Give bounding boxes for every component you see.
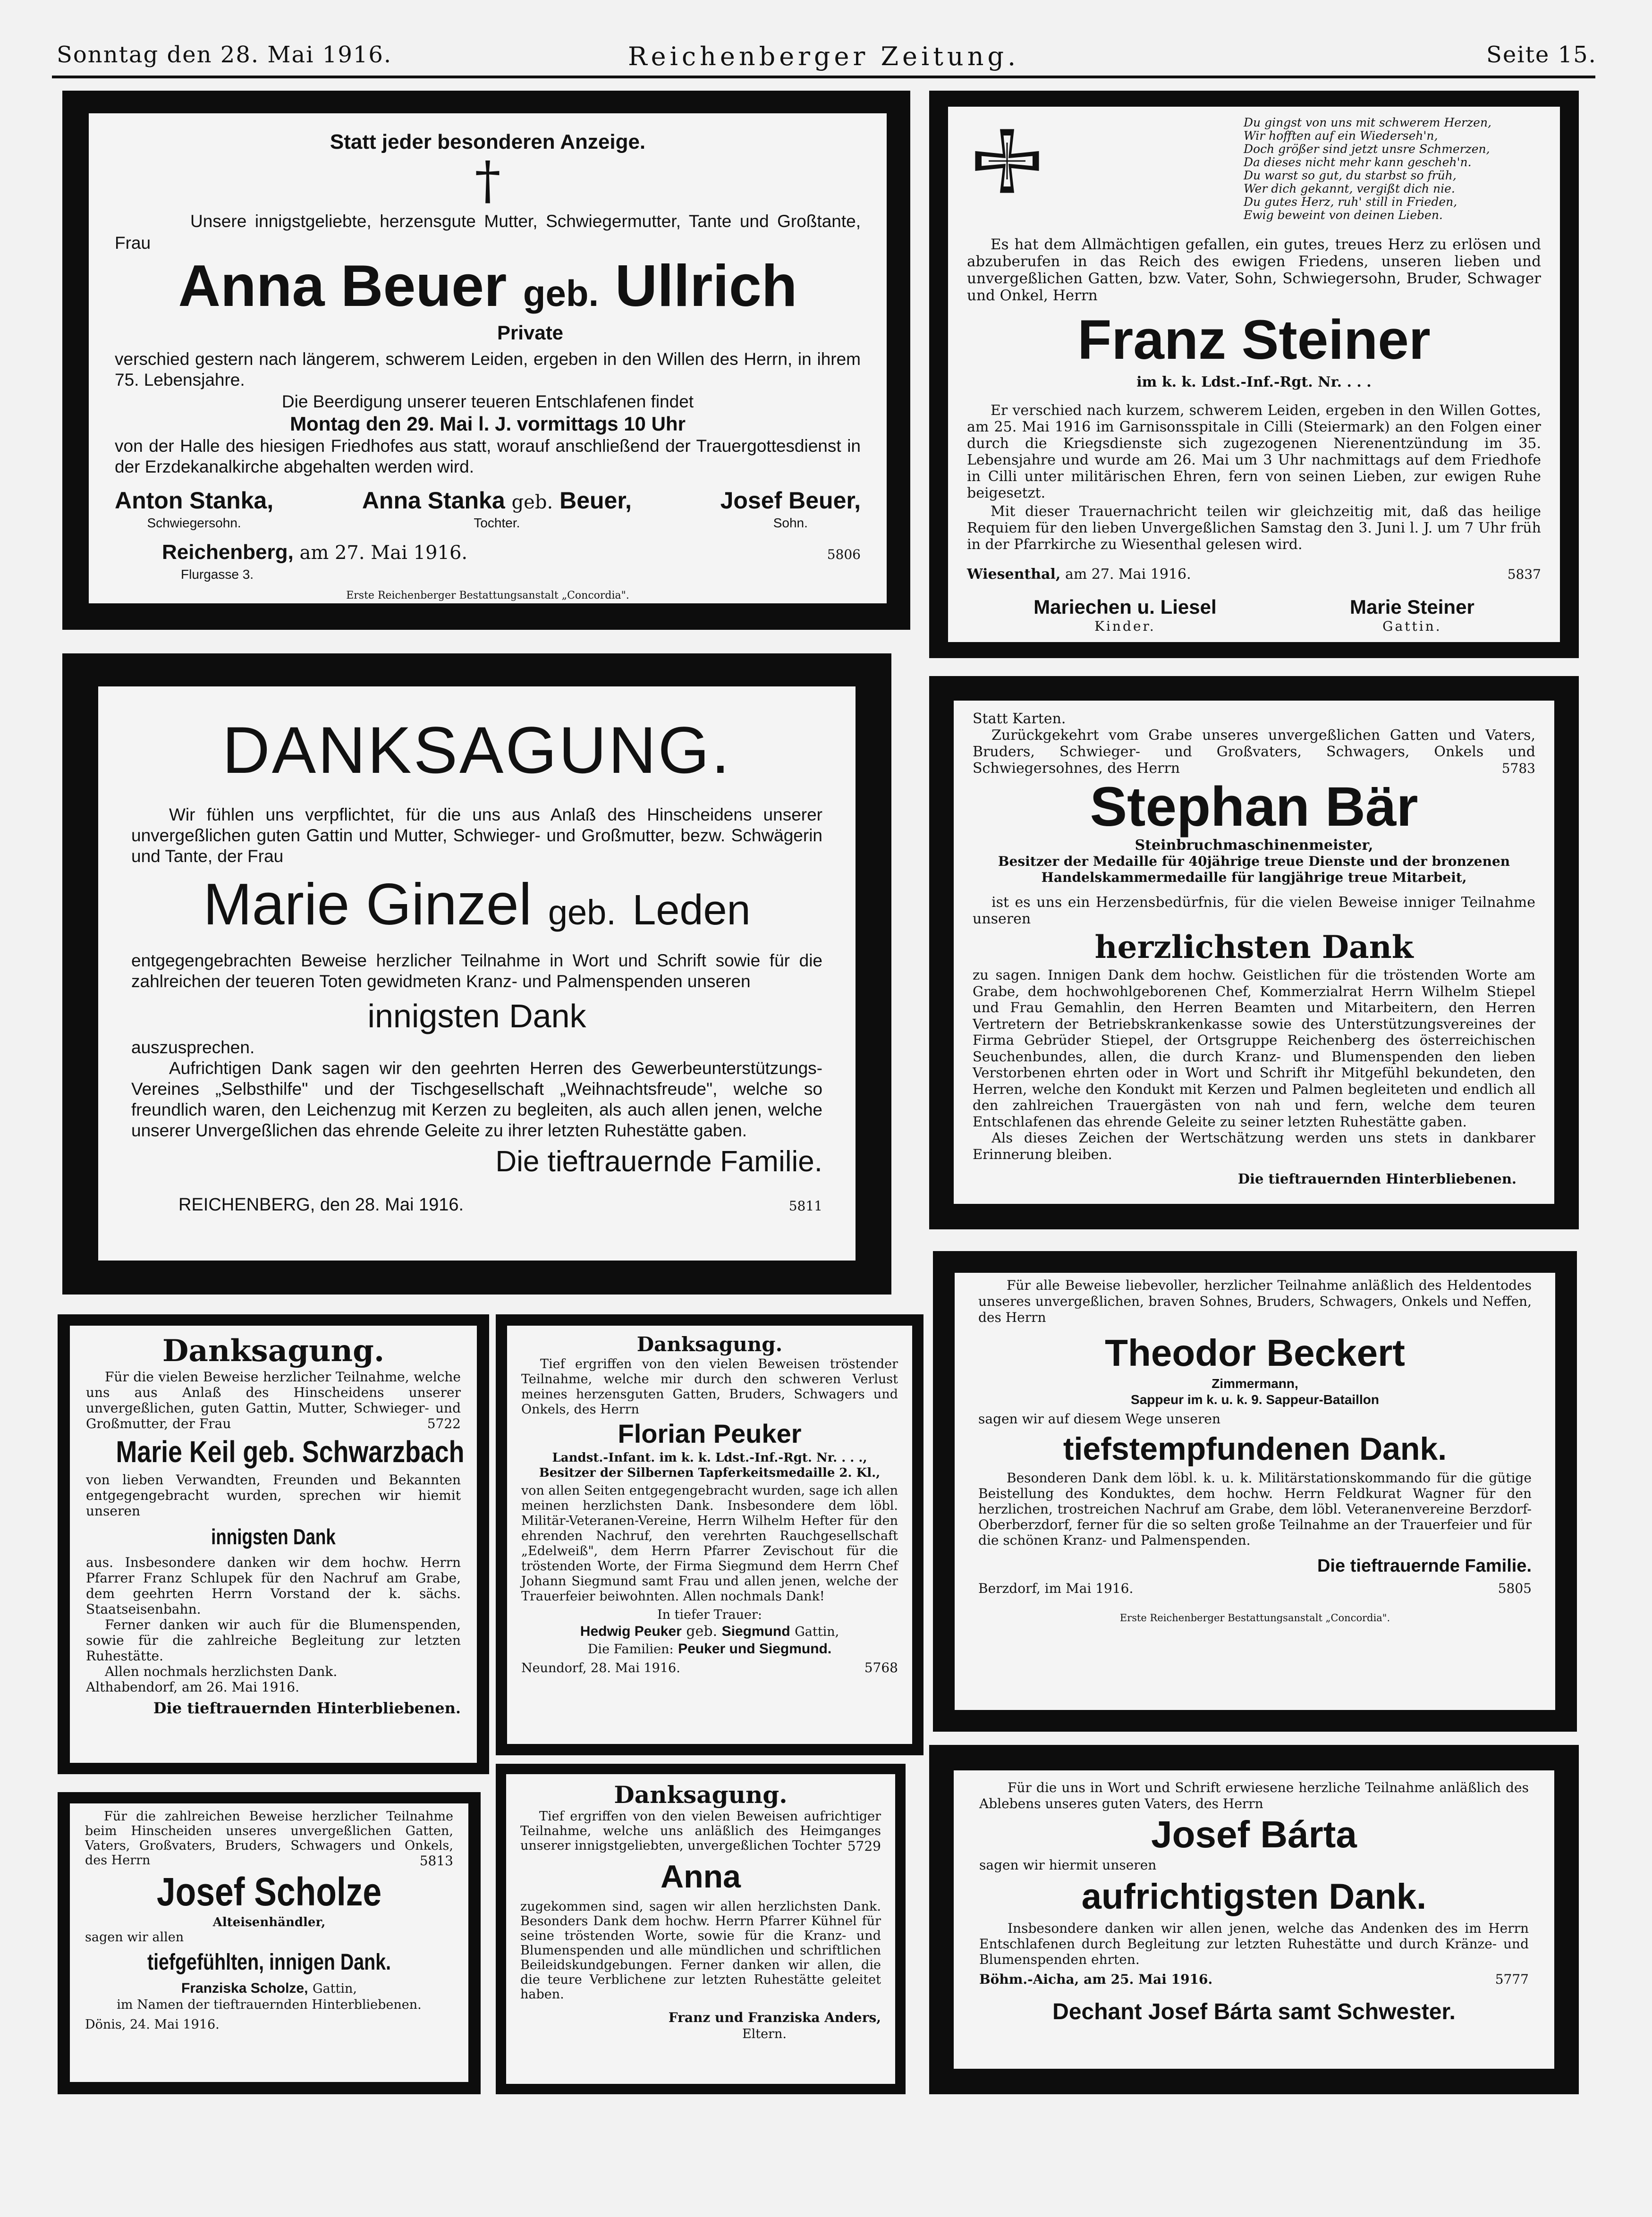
beuer-paragraph-2: verschied gestern nach längerem, schwerem Leiden, ergeben in den Willen des Herrn, in ihrem 75. Lebensjahre.	[115, 349, 861, 389]
steiner-poem: Du gingst von uns mit schwerem Herzen, Wir hofften auf ein Wiederseh'n, Doch größer sind jetzt unsre Schmerzen, Da dieses nicht mehr kann gescheh'n. Du warst so gut, du starbst so früh, Wer dich gekannt, vergißt dich nie. Du gutes Herz, ruh' still in Frieden, Ewig beweint von deinen Lieben.	[1244, 116, 1491, 222]
scholze-role: Gattin,	[313, 1981, 357, 1996]
steiner-name: Franz Steiner	[1077, 309, 1431, 371]
baer-intro: Statt Karten.	[973, 711, 1066, 727]
barta-paragraph-2: sagen wir hiermit unseren	[979, 1857, 1157, 1873]
peuker-title: Danksagung.	[636, 1333, 783, 1356]
steiner-ad-number: 5837	[1507, 567, 1541, 582]
beuer-undertaker: Erste Reichenberger Bestattungsanstalt „Concordia".	[346, 590, 629, 601]
keil-name: Marie Keil geb. Schwarzbach	[116, 1435, 465, 1469]
thanks-baer	[929, 676, 1579, 1229]
scholze-paragraph-2: sagen wir allen	[85, 1930, 184, 1945]
thanks-anders	[496, 1764, 906, 2094]
header-page-number: Seite 15.	[1486, 42, 1597, 68]
steiner-rank: im k. k. Ldst.-Inf.-Rgt. Nr. . . .	[1136, 374, 1372, 390]
beuer-paragraph-3: Die Beerdigung unserer teueren Entschlafenen findet	[281, 392, 694, 411]
ginzel-paragraph-3: auszusprechen.	[131, 1038, 255, 1057]
ginzel-title: DANKSAGUNG.	[222, 713, 732, 787]
steiner-paragraph-1: Es hat dem Allmächtigen gefallen, ein gutes, treues Herz zu erlösen und abzuberufen in das Reich des ewigen Friedens, unseren lieben und unvergeßlichen Gatten, bzw. Vater, Sohn, Schwiegersohn, Bruder, Schwager und Onkel, Herrn	[967, 236, 1541, 304]
peuker-mourner-line: Hedwig Peuker geb. Siegmund Gattin,	[580, 1623, 839, 1640]
steiner-role-1: Kinder.	[1094, 618, 1156, 634]
cross-icon: †	[474, 150, 501, 211]
peuker-medal: Besitzer der Silbernen Tapferkeitsmedaille 2. Kl.,	[539, 1466, 881, 1480]
peuker-rank: Landst.-Infant. im k. k. Ldst.-Inf.-Rgt. Nr. . . .,	[552, 1451, 867, 1465]
peuker-footer	[521, 1660, 898, 1675]
obituary-beuer	[62, 91, 910, 630]
peuker-place-date: Neundorf, 28. Mai 1916.	[521, 1661, 680, 1675]
anders-title: Danksagung.	[614, 1781, 788, 1809]
beckert-undertaker: Erste Reichenberger Bestattungsanstalt „Concordia".	[1119, 1612, 1390, 1624]
keil-thanks: innigsten Dank	[211, 1524, 336, 1549]
beuer-name-line	[115, 256, 861, 323]
thanks-barta	[929, 1745, 1579, 2094]
steiner-date: am 27. Mai 1916.	[1065, 566, 1191, 583]
beuer-mourner-3: Josef Beuer,	[720, 487, 861, 514]
barta-place-date: Böhm.-Aicha, am 25. Mai 1916.	[979, 1972, 1213, 1987]
baer-paragraph-2: ist es uns ein Herzensbedürfnis, für die vielen Beweise inniger Teilnahme unseren	[973, 894, 1535, 927]
ginzel-name: Marie Ginzel	[203, 872, 532, 937]
beuer-name: Anna Beuer	[178, 254, 507, 319]
anders-mourner: Franz und Franziska Anders,	[668, 2010, 881, 2025]
thanks-peuker	[496, 1314, 923, 1755]
keil-paragraph-3: aus. Insbesondere danken wir dem hochw. Herrn Pfarrer Franz Schlupek für den Nachruf am Grabe, dem geehrten Herrn Vorstand der k. sächs. Staatseisenbahn.	[86, 1555, 461, 1617]
barta-paragraph-1: Für die uns in Wort und Schrift erwiesene herzliche Teilnahme anläßlich des Ablebens unseres guten Vaters, des Herrn	[979, 1780, 1529, 1811]
baer-paragraph-4: Als dieses Zeichen der Wertschätzung werden uns stets in dankbarer Erinnerung bleiben.	[973, 1130, 1535, 1162]
anders-paragraph-2: zugekommen sind, sagen wir allen herzlichsten Dank. Besonders Dank dem hochw. Herrn Pfarrer Kühnel für seine tröstenden Worte, sowie für die Kranz- und Blumenspenden und alle mündlichen und schriftlichen Beileidskundgebungen. Ferner danken wir allen, die die teure Verblichene zur letzten Ruhestätte geleitet haben.	[520, 1899, 881, 2002]
keil-family: Die tieftrauernden Hinterbliebenen.	[153, 1699, 461, 1717]
scholze-place-date: Dönis, 24. Mai 1916.	[85, 2017, 220, 2032]
steiner-mourners	[967, 596, 1541, 634]
peuker-paragraph-1: Tief ergriffen von den vielen Beweisen tröstender Teilnahme, welche mir durch den schweren Verlust meines herzensguten Gatten, Bruders, Schwagers und Onkels, des Herrn	[521, 1357, 898, 1417]
barta-thanks: aufrichtigsten Dank.	[1081, 1877, 1427, 1917]
header-rule	[52, 76, 1595, 78]
beckert-rank: Sappeur im k. u. k. 9. Sappeur-Bataillon	[1131, 1392, 1379, 1407]
beuer-mourners	[115, 487, 861, 532]
beuer-role-2: Tochter.	[474, 516, 520, 530]
beuer-mourner-2: Anna Stanka geb. Beuer,	[362, 487, 632, 514]
scholze-ad-number: 5813	[419, 1853, 453, 1869]
beckert-family: Die tieftrauernde Familie.	[1317, 1556, 1532, 1576]
beuer-place: Reichenberg,	[162, 541, 294, 564]
ginzel-footer	[131, 1195, 822, 1215]
thanks-beckert	[933, 1251, 1577, 1732]
scholze-mourner-line	[85, 1980, 453, 1997]
ginzel-name-line	[131, 867, 822, 950]
obituary-steiner	[929, 91, 1579, 658]
beckert-paragraph-3: Besonderen Dank dem löbl. k. u. k. Militärstationskommando für die gütige Beistellung des Konduktes, dem hochw. Herrn Feldkurat Wagner für den herzlichen, trostreichen Nachruf am Grabe, dem löbl. Veteranenvereine Berzdorf-Oberberzdorf, ferner für die so selten große Teilnahme an der Trauerfeier und für die schönen Kranz- und Palmenspenden.	[978, 1470, 1532, 1548]
beuer-intro: Statt jeder besonderen Anzeige.	[330, 130, 646, 153]
thanks-ginzel	[62, 653, 891, 1295]
barta-name: Josef Bárta	[1151, 1813, 1357, 1855]
keil-paragraph-1: Für die vielen Beweise herzlicher Teilnahme, welche uns aus Anlaß des Hinscheidens unserer unvergeßlichen, guten Gattin, Mutter, Schwieger- und Großmutter, der Frau	[86, 1369, 461, 1431]
steiner-paragraph-3: Mit dieser Trauernachricht teilen wir gleichzeitig mit, daß das heilige Requiem für den lieben Unvergeßlichen Samstag den 3. Juni l. J. um 7 Uhr früh in der Pfarrkirche zu Wiesenthal gelesen wird.	[967, 503, 1541, 553]
baer-name: Stephan Bär	[1090, 776, 1418, 838]
thanks-scholze	[58, 1792, 481, 2094]
ginzel-paragraph-1: Wir fühlen uns verpflichtet, für die uns aus Anlaß des Hinscheidens unserer unvergeßlichen guten Gattin und Mutter, Schwieger- und Großmutter, bezw. Schwägerin und Tante, der Frau	[131, 805, 822, 866]
scholze-occupation: Alteisenhändler,	[212, 1915, 326, 1929]
peuker-mourner-label: In tiefer Trauer:	[657, 1608, 762, 1622]
baer-paragraph-1: Zurückgekehrt vom Grabe unseres unvergeßlichen Gatten und Vaters, Bruders, Schwieger- und Großvaters, Schwagers, Onkels und Schwiegersohnes, des Herrn	[973, 727, 1535, 777]
ginzel-paragraph-2: entgegengebrachten Beweise herzlicher Teilnahme in Wort und Schrift sowie für die zahlreichen der teueren Toten gewidmeten Kranz- und Palmenspenden unseren	[131, 951, 822, 991]
beckert-place-date: Berzdorf, im Mai 1916.	[978, 1581, 1134, 1596]
baer-medal: Besitzer der Medaille für 40jährige treue Dienste und der bronzenen Handelskammermedaille für langjährige treue Mitarbeit,	[998, 854, 1510, 885]
beuer-burial-time: Montag den 29. Mai l. J. vormittags 10 Uhr	[290, 413, 686, 435]
steiner-mourner-1: Mariechen u. Liesel	[1034, 596, 1217, 618]
steiner-top	[967, 116, 1541, 222]
beckert-name: Theodor Beckert	[1105, 1332, 1405, 1374]
anders-paragraph-1: Tief ergriffen von den vielen Beweisen aufrichtiger Teilnahme, welche uns anläßlich des Heimganges unserer innigstgeliebten, unvergeßlichen Tochter	[520, 1809, 881, 1853]
beckert-ad-number: 5805	[1498, 1581, 1532, 1596]
scholze-paragraph-1: Für die zahlreichen Beweise herzlicher Teilnahme beim Hinscheiden unseres unvergeßlichen Gatten, Vaters, Großvaters, Bruders, Schwagers und Onkels, des Herrn	[85, 1809, 453, 1868]
ginzel-geb: geb.	[548, 893, 616, 932]
baer-ad-number: 5783	[1501, 761, 1535, 776]
anders-name: Anna	[661, 1859, 741, 1895]
beuer-occupation: Private	[497, 322, 564, 344]
baer-thanks: herzlichsten Dank	[1094, 929, 1414, 965]
beuer-paragraph-1: Unsere innigstgeliebte, herzensgute Mutter, Schwiegermutter, Tante und Großtante, Frau	[115, 212, 861, 253]
ginzel-place-date: REICHENBERG, den 28. Mai 1916.	[178, 1195, 464, 1215]
beuer-street: Flurgasse 3.	[181, 567, 254, 582]
anders-ad-number: 5729	[847, 1838, 881, 1854]
barta-footer	[979, 1970, 1529, 1989]
peuker-families-line: Die Familien: Peuker und Siegmund.	[587, 1641, 832, 1657]
baer-family: Die tieftrauernden Hinterbliebenen.	[1237, 1171, 1516, 1187]
beckert-thanks: tiefstempfundenen Dank.	[1063, 1431, 1447, 1467]
beckert-occupation: Zimmermann,	[1211, 1376, 1298, 1391]
steiner-role-2: Gattin.	[1382, 618, 1442, 634]
scholze-mourner: Franziska Scholze,	[181, 1980, 308, 1996]
beuer-mourner-1: Anton Stanka,	[115, 487, 274, 514]
ginzel-maiden-name: Leden	[632, 887, 751, 934]
iron-cross-icon	[972, 126, 1042, 196]
baer-paragraph-3: zu sagen. Innigen Dank dem hochw. Geistlichen für die tröstenden Worte am Grabe, dem hochwohlgeborenen Chef, Kommerzialrat Herrn Wilhelm Stiepel und Frau Gemahlin, den Herren Beamten und Mitarbeitern, den Herren Vertretern der Betriebskrankenkasse sowie des Unterstützungsvereines der Firma Gebrüder Stiepel, der Ortsgruppe Reichenberg des österreichischen Seuchenbundes, allen, die durch Kranz- und Blumenspenden den lieben Verstorbenen ehrten oder in Wort und Schrift ihr Mitgefühl bekundeten, den Herren, welche den Kondukt mit Kerzen und Palmen begleiteten und endlich all den zahlreichen Trauergästen von nah und fern, welche dem teuren Entschlafenen das ehrende Geleite zu seiner letzten Ruhestätte gaben.	[973, 967, 1535, 1130]
newspaper-title: Reichenberger Zeitung.	[628, 42, 1020, 71]
keil-paragraph-2: von lieben Verwandten, Freunden und Bekannten entgegengebracht wurden, sprechen wir hiemit unseren	[86, 1472, 461, 1519]
beuer-maiden-name: Ullrich	[615, 254, 797, 319]
steiner-paragraph-2: Er verschied nach kurzem, schwerem Leiden, ergeben in den Willen Gottes, am 25. Mai 1916 im Garnisonsspitale in Cilli (Steiermark) an den Folgen einer durch die Kriegsdienste sich zugezogenen Nierenentzündung im 35. Lebensjahre und wurde am 26. Mai um 3 Uhr nachmittags auf dem Friedhofe in Cilli unter militärischen Ehren, fern von seinen Lieben, zur ewigen Ruhe beigesetzt.	[967, 402, 1541, 501]
scholze-thanks: tiefgefühlten, innigen Dank.	[147, 1950, 391, 1975]
ginzel-thanks: innigsten Dank	[367, 998, 586, 1034]
steiner-place: Wiesenthal,	[967, 566, 1061, 583]
peuker-role-1: Gattin,	[795, 1625, 839, 1639]
keil-ad-number: 5722	[427, 1416, 461, 1431]
keil-place-date: Althabendorf, am 26. Mai 1916.	[86, 1679, 299, 1695]
peuker-ad-number: 5768	[864, 1660, 898, 1675]
beuer-footer	[115, 541, 861, 564]
ginzel-family: Die tieftrauernde Familie.	[495, 1145, 822, 1178]
beuer-date: am 27. Mai 1916.	[299, 542, 468, 564]
steiner-mourner-2: Marie Steiner	[1350, 596, 1474, 618]
beuer-geb: geb.	[523, 272, 599, 314]
peuker-mourner-1: Hedwig Peuker	[580, 1624, 682, 1639]
beckert-paragraph-2: sagen wir auf diesem Wege unseren	[978, 1411, 1220, 1427]
peuker-families: Peuker und Siegmund.	[678, 1641, 832, 1657]
header-date: Sonntag den 28. Mai 1916.	[57, 42, 392, 68]
steiner-footer	[967, 566, 1541, 583]
beuer-role-1: Schwiegersohn.	[147, 516, 241, 530]
beuer-paragraph-4: von der Halle des hiesigen Friedhofes aus statt, worauf anschließend der Trauergottesdienst in der Erzdekanalkirche abgehalten werden wird.	[115, 436, 861, 476]
keil-title: Danksagung.	[162, 1333, 385, 1369]
beckert-footer	[978, 1579, 1532, 1598]
baer-occupation: Steinbruchmaschinenmeister,	[1135, 837, 1373, 854]
beuer-role-3: Sohn.	[773, 516, 808, 530]
barta-mourner: Dechant Josef Bárta samt Schwester.	[1052, 1999, 1456, 2024]
peuker-name: Florian Peuker	[618, 1419, 802, 1448]
peuker-paragraph-2: von allen Seiten entgegengebracht wurden, sage ich allen meinen herzlichsten Dank. Insbesondere dem löbl. Militär-Veteranen-Vereine, Herrn Wilhelm Hefter für den ehrenden Nachruf, den verehrten Rauchgesellschaft „Edelweiß", dem Herrn Pfarrer Zevischout für die tröstenden Worte, der Firma Siegmund dem Herrn Chef Johann Siegmund samt Frau und allen jenen, welche der Trauerfeier beiwohnten. Allen nochmals Dank!	[521, 1483, 898, 1604]
beckert-paragraph-1: Für alle Beweise liebevoller, herzlicher Teilnahme anläßlich des Heldentodes unseres unvergeßlichen, braven Sohnes, Bruders, Schwagers, Onkels und Neffen, des Herrn	[978, 1278, 1532, 1325]
scholze-name: Josef Scholze	[156, 1870, 382, 1914]
keil-paragraph-4: Ferner danken wir auch für die Blumenspenden, sowie für die zahlreiche Begleitung zur letzten Ruhestätte.	[86, 1617, 461, 1664]
thanks-keil	[58, 1314, 489, 1774]
barta-ad-number: 5777	[1495, 1972, 1529, 1987]
keil-paragraph-5: Allen nochmals herzlichsten Dank.	[105, 1664, 338, 1679]
scholze-paragraph-3: im Namen der tieftrauernden Hinterbliebenen.	[117, 1997, 422, 2012]
barta-paragraph-3: Insbesondere danken wir allen jenen, welche das Andenken des im Herrn Entschlafenen durch Begleitung zur letzten Ruhestätte und durch Kränze- und Blumenspenden ehrten.	[979, 1921, 1529, 1967]
beuer-ad-number: 5806	[827, 547, 861, 562]
ginzel-ad-number: 5811	[788, 1198, 822, 1214]
anders-role: Eltern.	[742, 2027, 787, 2041]
ginzel-paragraph-4: Aufrichtigen Dank sagen wir den geehrten Herren des Gewerbeunterstützungs-Vereines „Selbsthilfe" und der Tischgesellschaft „Weihnachtsfreude", welche so freundlich waren, den Leichenzug mit Kerzen zu begleiten, als auch allen jenen, welche unserer Unvergeßlichen das ehrende Geleite zu ihrer letzten Ruhestätte gaben.	[131, 1058, 822, 1140]
